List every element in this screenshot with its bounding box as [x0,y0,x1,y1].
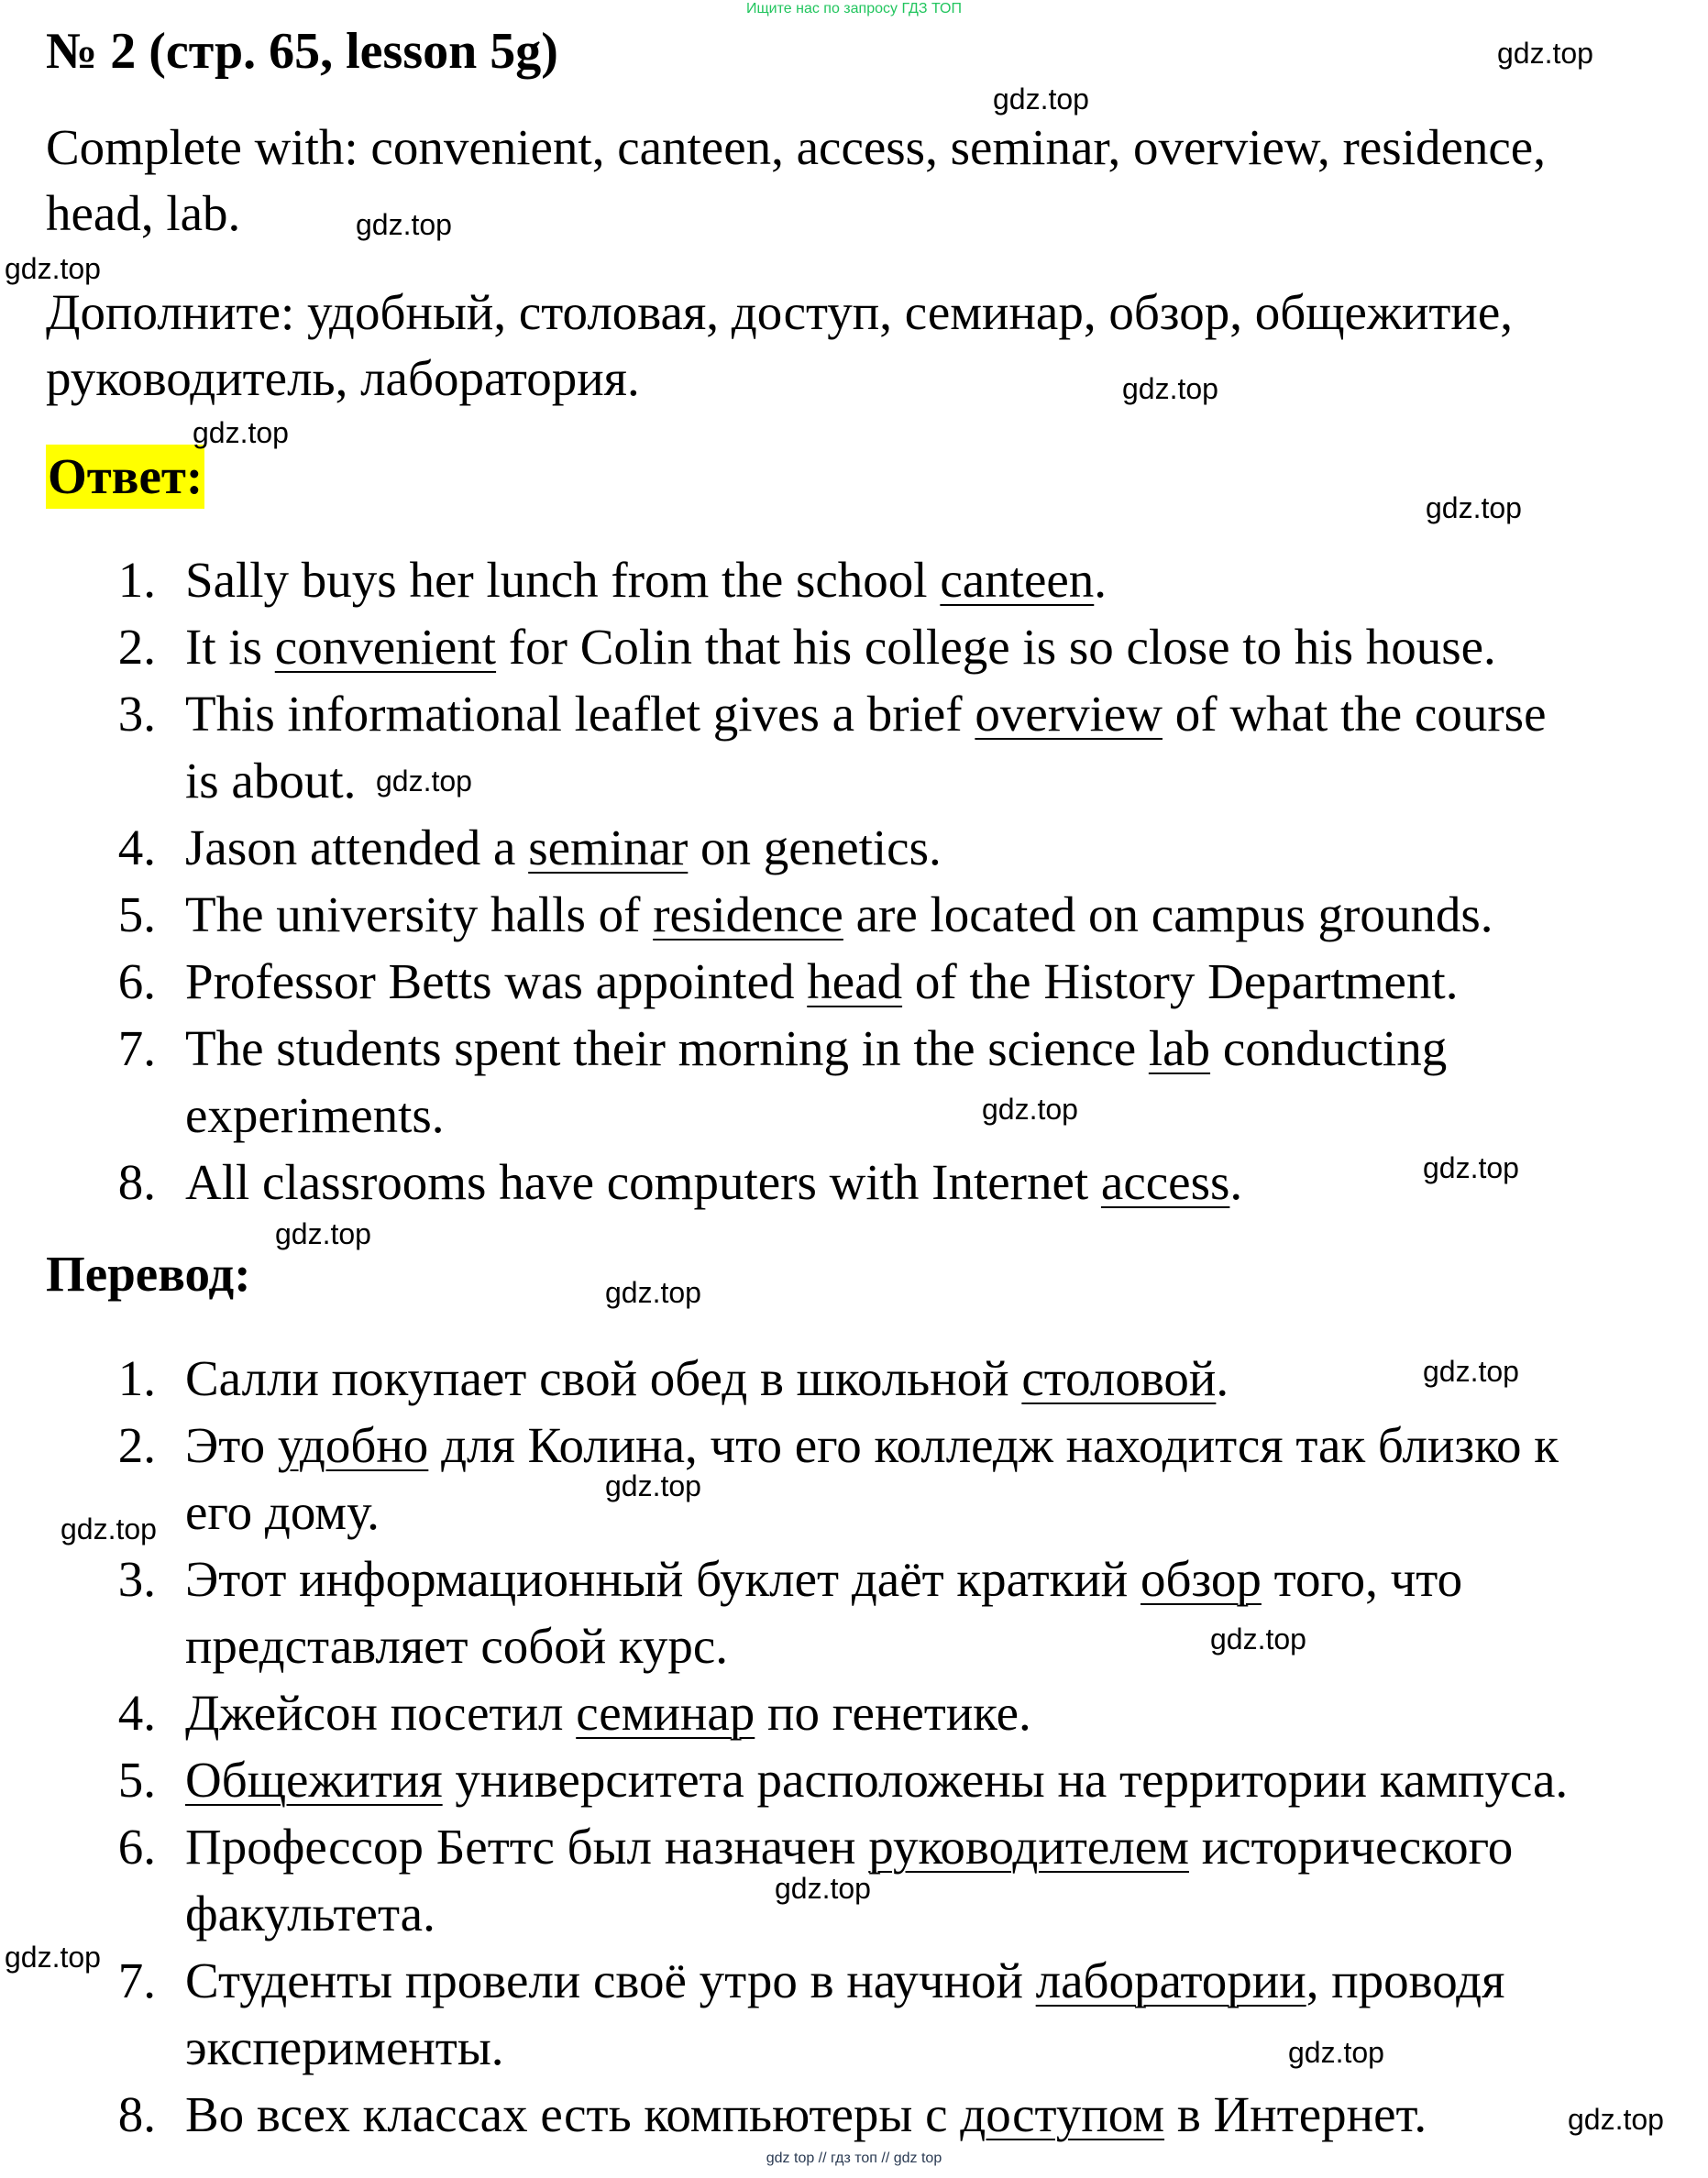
translation-number: 5. [117,1752,156,1808]
translation-text: Этот информационный буклет даёт краткий [185,1551,1141,1607]
answer-text: on genetics. [688,820,942,875]
translation-text: . [1216,1350,1229,1406]
translation-text: в Интернет. [1164,2086,1427,2142]
answer-number: 6. [117,953,156,1009]
answer-label: Ответ: [46,445,204,509]
answer-word: residence [653,886,843,942]
answer-text: are located on campus grounds. [843,886,1493,942]
translation-continuation: его дому. [185,1484,380,1540]
translation-text: Джейсон посетил [185,1685,577,1741]
watermark: gdz.top [982,1093,1078,1126]
translation-number: 7. [117,1952,156,2008]
watermark: gdz.top [5,252,101,285]
translation-text: Студенты провели своё утро в научной [185,1952,1036,2008]
translation-continuation: факультета. [185,1886,435,1942]
translation-text: Профессор Беттс был назначен [185,1819,869,1875]
answer-item [185,548,1107,612]
watermark: gdz.top [1423,1355,1519,1388]
translation-text: Салли покупает свой обед в школьной [185,1350,1022,1406]
answer-text: It is [185,619,275,675]
answer-item [185,816,942,880]
watermark: gdz.top [61,1512,157,1546]
translation-continuation: представляет собой курс. [185,1618,729,1674]
top-banner-link[interactable]: Ищите нас по запросу ГДЗ ТОП [746,1,962,16]
instruction-en-line1: Complete with: convenient, canteen, access, seminar, overview, residence, [46,119,1546,175]
answer-word: convenient [274,619,497,675]
watermark: gdz.top [1122,372,1218,405]
answer-item [185,615,1496,679]
translation-item [185,1748,1568,1812]
answer-number: 3. [117,686,156,742]
answer-text: for Colin that his college is so close to his house. [496,619,1496,675]
watermark: gdz.top [605,1469,701,1502]
answer-number: 8. [117,1154,156,1210]
answer-text: of what the course [1163,686,1547,742]
answer-text: This informational leaflet gives a brief [185,686,975,742]
translation-item [185,1681,1031,1745]
answer-word: head [807,953,903,1009]
page-title: № 2 (стр. 65, lesson 5g) [46,23,558,80]
watermark: gdz.top [775,1872,871,1905]
answer-number: 4. [117,820,156,875]
translation-number: 8. [117,2086,156,2142]
watermark: gdz.top [1497,37,1593,70]
watermark: gdz.top [1210,1622,1306,1656]
translation-label: Перевод: [46,1246,251,1302]
translation-number: 2. [117,1417,156,1473]
instruction-ru-line1: Дополните: удобный, столовая, доступ, семинар, обзор, общежитие, [46,284,1514,340]
translation-item [185,1347,1229,1411]
answer-number: 5. [117,886,156,942]
answer-text: conducting [1210,1020,1448,1076]
translation-text: , проводя [1306,1952,1505,2008]
watermark: gdz.top [376,764,472,798]
watermark: gdz.top [193,416,289,449]
watermark: gdz.top [993,82,1089,116]
instruction-ru-line2: руководитель, лаборатория. [46,350,640,406]
translation-word: столовой [1021,1350,1217,1406]
watermark: gdz.top [275,1217,371,1250]
answer-word: overview [975,686,1163,742]
translation-item [185,1949,1504,2013]
answer-item [185,1017,1447,1081]
answer-item [185,883,1493,947]
watermark: gdz.top [356,208,452,241]
translation-text: для Колина, что его колледж находится так близко к [428,1417,1559,1473]
watermark: gdz.top [1426,491,1522,524]
watermark: gdz.top [1568,2103,1664,2136]
instruction-en-line2: head, lab. [46,185,241,241]
translation-text: по генетике. [755,1685,1031,1741]
answer-text: All classrooms have computers with Internet [185,1154,1101,1210]
watermark: gdz.top [1288,2036,1384,2069]
answer-word: canteen [940,552,1095,608]
answer-number: 7. [117,1020,156,1076]
translation-word: Общежития [185,1752,443,1808]
translation-word: руководителем [868,1819,1189,1875]
translation-text: Это [185,1417,278,1473]
answer-text: . [1229,1154,1243,1210]
answer-text: Jason attended a [185,820,529,875]
translation-number: 3. [117,1551,156,1607]
translation-word: лаборатории [1035,1952,1306,2008]
watermark: gdz.top [605,1276,701,1309]
answer-text: Sally buys her lunch from the school [185,552,941,608]
answer-number: 1. [117,552,156,608]
translation-text: университета расположены на территории кампуса. [442,1752,1569,1808]
translation-text: Во всех классах есть компьютеры с [185,2086,961,2142]
answer-item [185,1150,1242,1215]
answer-word: lab [1148,1020,1211,1076]
translation-item [185,2083,1427,2147]
translation-continuation: эксперименты. [185,2019,504,2075]
translation-item [185,1414,1559,1478]
bottom-banner-link[interactable]: gdz top // гдз топ // gdz top [766,2150,942,2166]
answer-item [185,682,1546,746]
answer-text: The university halls of [185,886,654,942]
answer-item [185,950,1458,1014]
answer-continuation: experiments. [185,1087,445,1143]
answer-word: seminar [528,820,689,875]
answer-text: of the History Department. [902,953,1459,1009]
answer-text: . [1094,552,1107,608]
translation-number: 1. [117,1350,156,1406]
answer-continuation: is about. [185,753,357,808]
answer-text: Professor Betts was appointed [185,953,808,1009]
translation-word: семинар [576,1685,755,1741]
answer-text: The students spent their morning in the science [185,1020,1149,1076]
translation-word: удобно [277,1417,429,1473]
translation-word: доступом [960,2086,1165,2142]
watermark: gdz.top [1423,1151,1519,1184]
answer-word: access [1100,1154,1230,1210]
translation-text: того, что [1261,1551,1463,1607]
answer-number: 2. [117,619,156,675]
translation-number: 6. [117,1819,156,1875]
translation-item [185,1547,1462,1612]
translation-number: 4. [117,1685,156,1741]
translation-text: исторического [1188,1819,1514,1875]
translation-word: обзор [1141,1551,1262,1607]
watermark: gdz.top [5,1941,101,1974]
